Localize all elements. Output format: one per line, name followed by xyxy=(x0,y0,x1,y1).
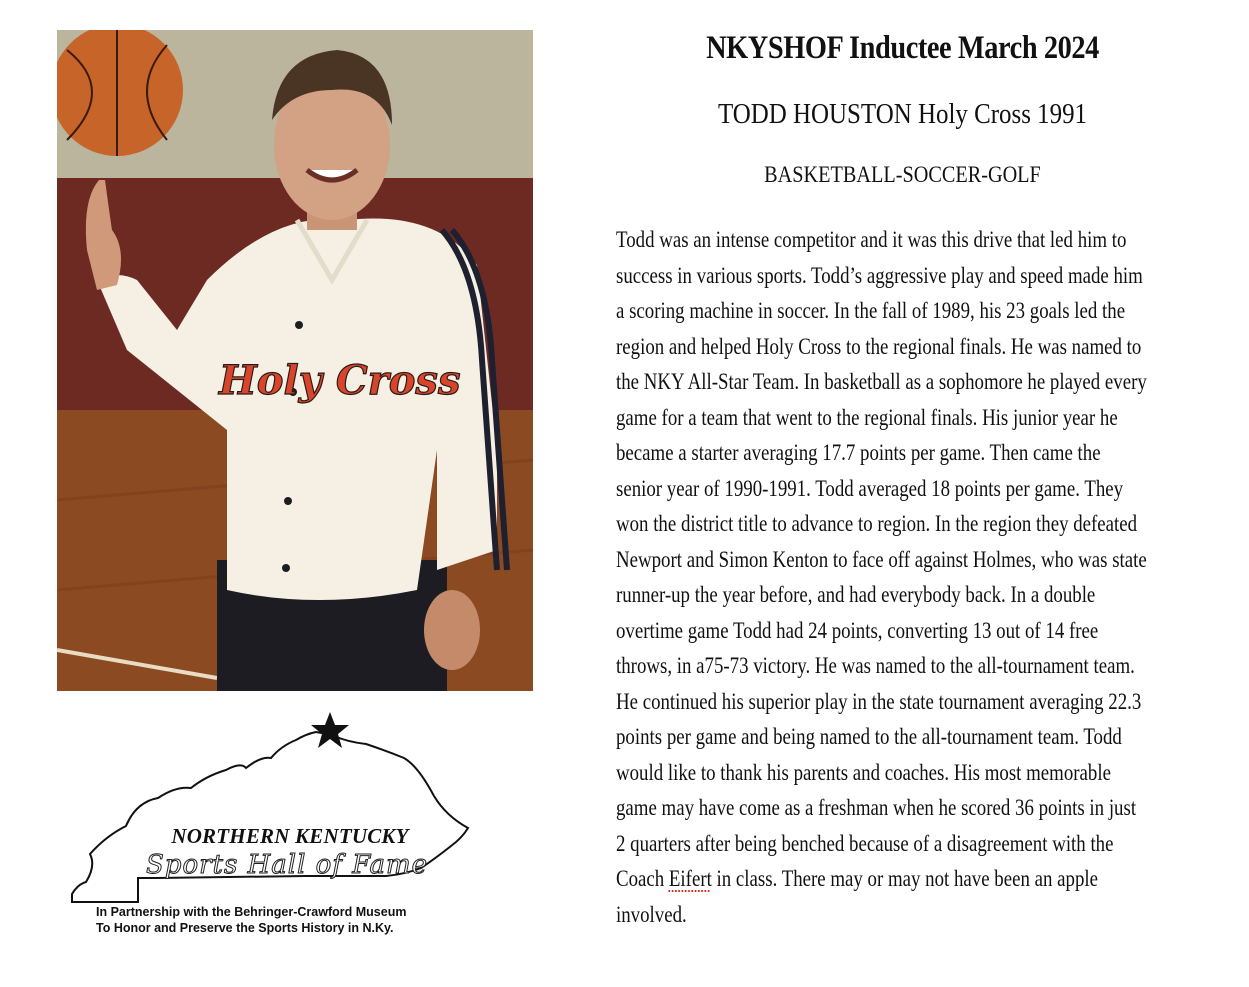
bio-line: He continued his superior play in the state tournament averaging 22.3 xyxy=(616,688,1142,714)
bio-line: senior year of 1990-1991. Todd averaged 18 points per game. They xyxy=(616,475,1124,501)
bio-line: game may have come as a freshman when he scored 36 points in just xyxy=(616,795,1137,820)
logo-subtitle: Sports Hall of Fame xyxy=(145,850,429,880)
bio-line: involved. xyxy=(616,901,687,927)
inductee-name: TODD HOUSTON Holy Cross 1991 xyxy=(717,98,1088,130)
biography xyxy=(616,222,1190,932)
bio-line: won the district title to advance to region. In the region they defeated xyxy=(616,511,1138,536)
bio-line: success in various sports. Todd’s aggressive play and speed made him xyxy=(616,262,1143,288)
logo-partner-text xyxy=(96,904,406,936)
partner-line-2: To Honor and Preserve the Sports History in N.Ky. xyxy=(96,921,394,935)
partner-line-1: In Partnership with the Behringer-Crawford Museum xyxy=(96,905,407,919)
svg-text:Holy Cross: Holy Cross xyxy=(219,357,461,404)
bio-line: the NKY All-Star Team. In basketball as a sophomore he played every xyxy=(616,369,1147,394)
page-title: NKYSHOF Inductee March 2024 xyxy=(706,30,1099,66)
logo-title: NORTHERN KENTUCKY xyxy=(171,824,409,848)
inductee-photo xyxy=(57,30,533,691)
bio-text: in class. There may or may not have been an apple xyxy=(711,866,1098,891)
bio-line: Todd was an intense competitor and it was this drive that led him to xyxy=(616,227,1127,252)
spellcheck-flagged-word[interactable]: Eifert xyxy=(668,866,712,891)
bio-line: runner-up the year before, and had everybody back. In a double xyxy=(616,582,1096,607)
nky-hall-of-fame-logo xyxy=(66,706,476,946)
sports-list: BASKETBALL-SOCCER-GOLF xyxy=(764,162,1041,187)
bio-line: would like to thank his parents and coaches. His most memorable xyxy=(616,759,1111,785)
bio-line: 2 quarters after being benched because of a disagreement with the xyxy=(616,830,1114,856)
inductee-photo-illustration xyxy=(57,30,533,691)
bio-line: throws, in a75-73 victory. He was named to the all-tournament team. xyxy=(616,653,1135,678)
bio-line: points per game and being named to the all-tournament team. Todd xyxy=(616,724,1122,749)
bio-line: game for a team that went to the regional finals. His junior year he xyxy=(616,404,1118,430)
bio-line: a scoring machine in soccer. In the fall of 1989, his 23 goals led the xyxy=(616,298,1126,323)
bio-text: Coach xyxy=(616,866,669,891)
bio-line: overtime game Todd had 24 points, converting 13 out of 14 free xyxy=(616,617,1099,643)
bio-line: region and helped Holy Cross to the regional finals. He was named to xyxy=(616,333,1142,359)
star-icon xyxy=(310,710,350,750)
bio-line xyxy=(616,861,1190,897)
bio-line: Newport and Simon Kenton to face off against Holmes, who was state xyxy=(616,546,1147,572)
bio-line: became a starter averaging 17.7 points per game. Then came the xyxy=(616,440,1101,465)
